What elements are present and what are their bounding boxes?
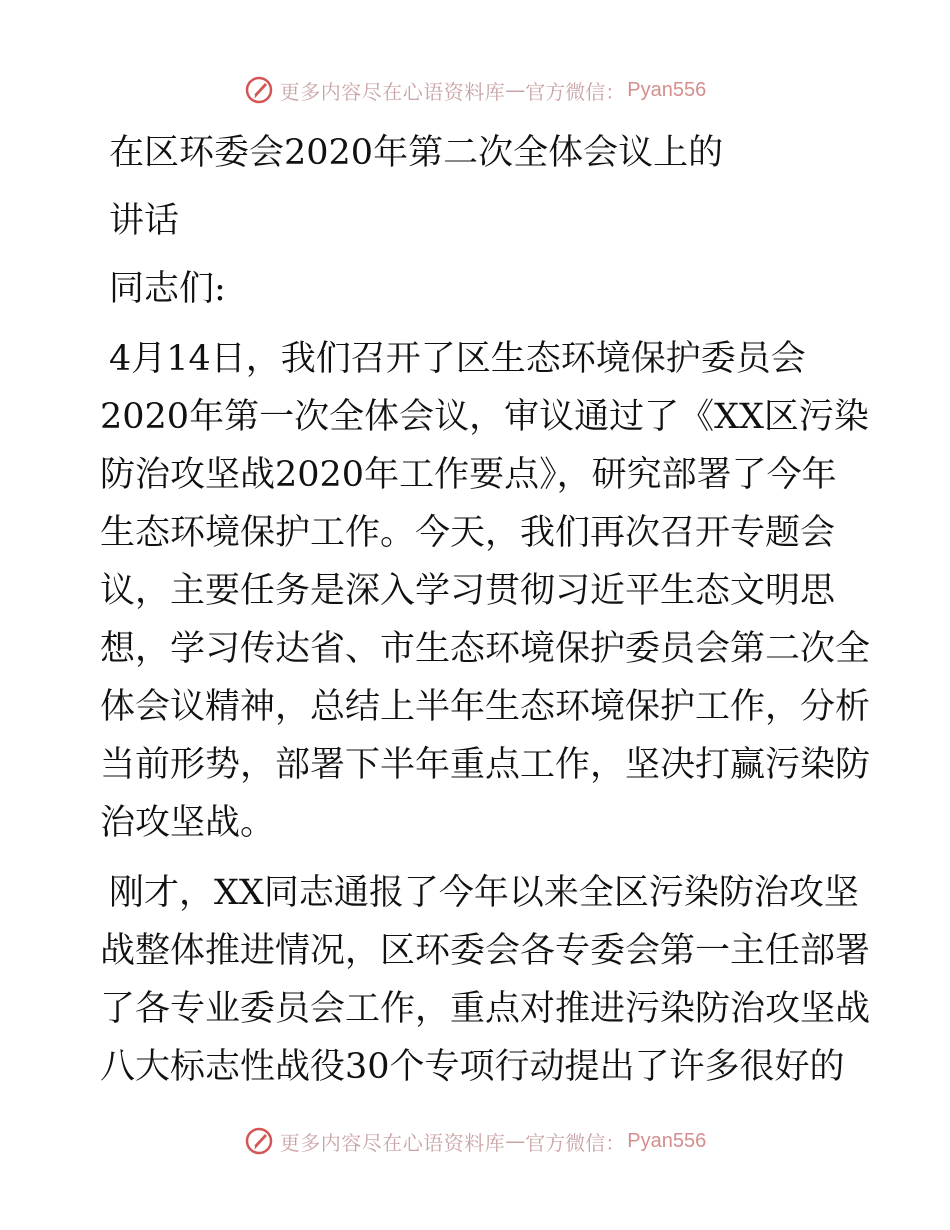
watermark-wechat-id: Pyan556: [627, 1129, 707, 1152]
greeting: 同志们:: [109, 269, 226, 309]
watermark-header: [0, 72, 950, 108]
title-line-1: 在区环委会2020年第二次全体会议上的: [109, 133, 724, 173]
watermark-dash: —: [505, 78, 526, 102]
title-line-2: 讲话: [109, 201, 180, 241]
paragraph-1-line: 4月14日，我们召开了区生态环境保护委员会: [109, 339, 806, 379]
watermark-wechat-label: 官方微信：: [525, 79, 626, 104]
paragraph-1-line: 当前形势，部署下半年重点工作，坚决打赢污染防: [100, 745, 871, 785]
watermark-text: 更多内容尽在心语资料库: [279, 1130, 506, 1155]
paragraph-2: [100, 864, 871, 1096]
paragraph-1-line: 2020年第一次全体会议，审议通过了《XX区污染: [100, 397, 869, 437]
paragraph-1-line: 治攻坚战。: [100, 803, 276, 843]
watermark-wechat-label: 官方微信：: [525, 1130, 626, 1155]
paragraph-1: [100, 330, 871, 852]
watermark-dash: —: [505, 1129, 526, 1153]
document-body: [100, 124, 871, 1096]
paragraph-1-line: 想，学习传达省、市生态环境保护委员会第二次全: [100, 629, 871, 669]
quill-logo-icon: [244, 1126, 274, 1156]
paragraph-1-line: 生态环境保护工作。今天，我们再次召开专题会: [100, 513, 836, 553]
watermark-wechat-id: Pyan556: [627, 78, 707, 101]
paragraph-2-line: 刚才，XX同志通报了今年以来全区污染防治攻坚: [109, 873, 859, 913]
quill-logo-icon: [244, 75, 274, 105]
paragraph-1-line: 议，主要任务是深入学习贯彻习近平生态文明思: [100, 571, 836, 611]
watermark-footer: [0, 1123, 950, 1159]
paragraph-1-line: 防治攻坚战2020年工作要点》，研究部署了今年: [100, 455, 837, 495]
paragraph-2-line: 了各专业委员会工作，重点对推进污染防治攻坚战: [100, 989, 871, 1029]
paragraph-2-line: 战整体推进情况，区环委会各专委会第一主任部署: [100, 931, 871, 971]
watermark-text: 更多内容尽在心语资料库: [279, 79, 506, 104]
paragraph-1-line: 体会议精神，总结上半年生态环境保护工作，分析: [100, 687, 871, 727]
paragraph-2-line: 八大标志性战役30个专项行动提出了许多很好的: [100, 1047, 845, 1087]
